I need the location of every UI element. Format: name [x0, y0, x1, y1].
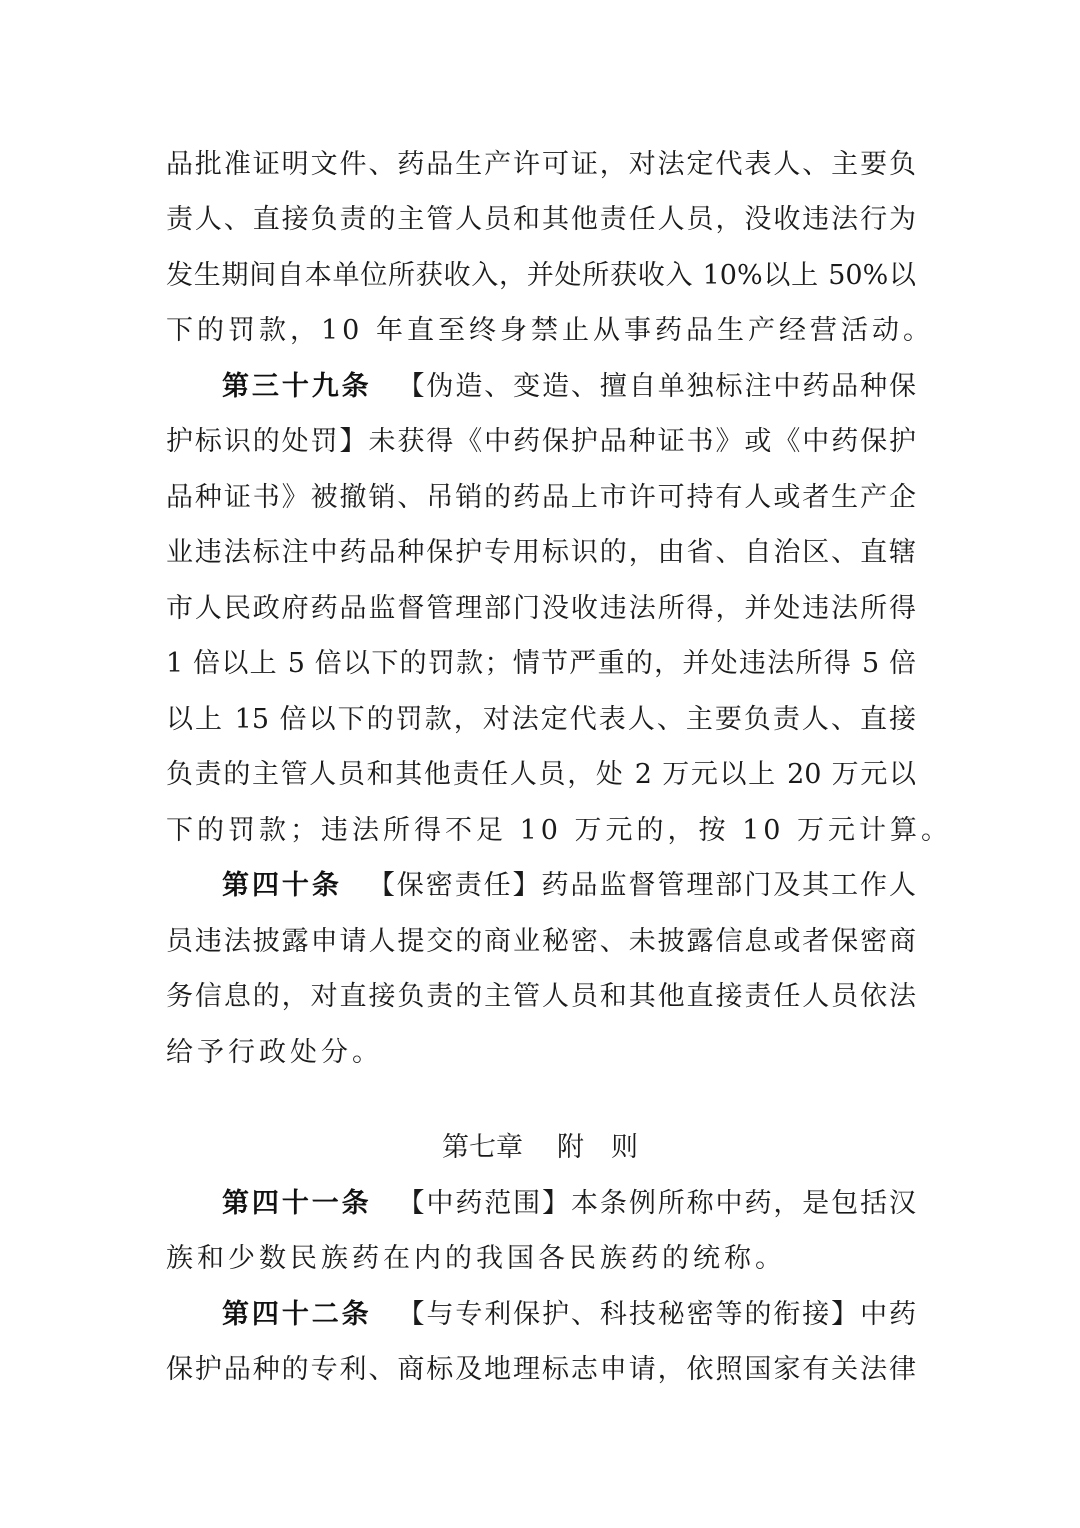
text-line: 品种证书》被撤销、吊销的药品上市许可持有人或者生产企 [166, 482, 916, 513]
article-text: 【保密责任】药品监督管理部门及其工作人 [367, 870, 917, 901]
article-first-line [222, 1295, 916, 1335]
article-first-line [222, 367, 916, 407]
article-text: 【中药范围】本条例所称中药，是包括汉 [397, 1188, 917, 1219]
text-line: 员违法披露申请人提交的商业秘密、未披露信息或者保密商 [166, 926, 916, 957]
text-line: 业违法标注中药品种保护专用标识的，由省、自治区、直辖 [166, 537, 916, 568]
chapter-heading [0, 1128, 1080, 1168]
text-line: 族和少数民族药在内的我国各民族药的统称。 [166, 1243, 786, 1274]
chapter-number: 第七章 [442, 1132, 523, 1163]
text-line: 下的罚款；违法所得不足 10 万元的，按 10 万元计算。 [166, 815, 953, 846]
text-line: 护标识的处罚】未获得《中药保护品种证书》或《中药保护 [166, 426, 916, 457]
text-line: 以上 15 倍以下的罚款，对法定代表人、主要负责人、直接 [166, 704, 916, 735]
text-line: 负责的主管人员和其他责任人员，处 2 万元以上 20 万元以 [166, 759, 916, 790]
article-text: 【与专利保护、科技秘密等的衔接】中药 [397, 1299, 917, 1330]
article-number: 第四十条 [222, 870, 342, 901]
text-line: 发生期间自本单位所获收入，并处所获收入 10%以上 50%以 [166, 260, 916, 291]
article-number: 第四十一条 [222, 1188, 372, 1219]
text-line: 1 倍以上 5 倍以下的罚款；情节严重的，并处违法所得 5 倍 [166, 648, 916, 679]
text-line: 务信息的，对直接负责的主管人员和其他直接责任人员依法 [166, 981, 916, 1012]
text-line: 责人、直接负责的主管人员和其他责任人员，没收违法行为 [166, 204, 916, 235]
text-line: 下的罚款，10 年直至终身禁止从事药品生产经营活动。 [166, 315, 934, 346]
text-line: 品批准证明文件、药品生产许可证，对法定代表人、主要负 [166, 149, 916, 180]
article-text: 【伪造、变造、擅自单独标注中药品种保 [397, 371, 917, 402]
article-first-line [222, 866, 916, 906]
article-first-line [222, 1184, 916, 1224]
article-number: 第四十二条 [222, 1299, 372, 1330]
chapter-title: 附 则 [557, 1132, 638, 1163]
text-line: 给予行政处分。 [166, 1037, 383, 1068]
article-number: 第三十九条 [222, 371, 372, 402]
text-line: 市人民政府药品监督管理部门没收违法所得，并处违法所得 [166, 593, 916, 624]
text-line: 保护品种的专利、商标及地理标志申请，依照国家有关法律 [166, 1354, 916, 1385]
